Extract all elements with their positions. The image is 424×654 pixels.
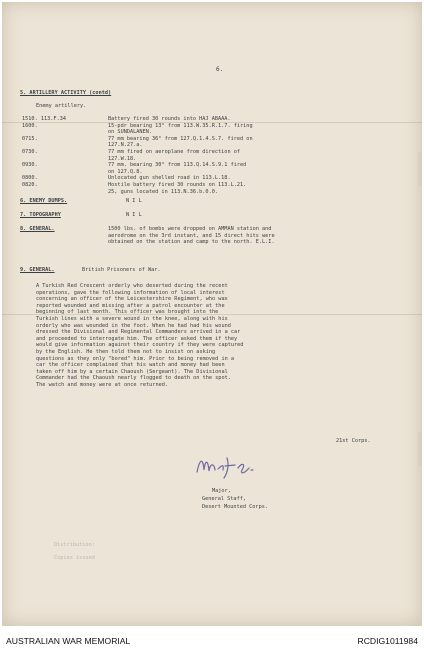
general-9-paragraph-line: A Turkish Red Crescent orderly who deserted during the recent bbox=[36, 283, 228, 289]
section-enemy-dumps-heading: 6. ENEMY DUMPS. bbox=[20, 198, 68, 204]
general-9-paragraph-line: reported wounded and missing after a patrol encounter at the bbox=[36, 302, 225, 309]
document-page bbox=[2, 2, 422, 626]
corps-label: 21st Corps. bbox=[336, 438, 371, 444]
topography-value: N I L bbox=[126, 212, 142, 218]
artillery-entry-time: 0730. bbox=[22, 149, 38, 155]
page-edge-tab bbox=[418, 432, 422, 466]
enemy-artillery-label: Enemy artillery. bbox=[36, 103, 87, 109]
footer-institution: AUSTRALIAN WAR MEMORIAL bbox=[6, 636, 131, 646]
general-8-line: obtained on the station and camp to the north. E.L.I. bbox=[108, 239, 275, 246]
signature-line: General Staff, bbox=[202, 496, 247, 502]
artillery-entry-text: 25, guns located in 113.N.36.b.0.0. bbox=[108, 188, 219, 195]
artillery-entry-text: 127.N.27.a. bbox=[108, 142, 143, 149]
artillery-entry-text: 127.W.18. bbox=[108, 155, 137, 162]
general-9-paragraph-line: questions as they only "bored" him. Prior to being removed in a bbox=[36, 355, 235, 362]
artillery-entry-text: Battery fired 30 rounds into HAJ ABAAA. bbox=[108, 116, 231, 122]
artillery-entry-text: on 127.Q.8. bbox=[108, 168, 143, 175]
artillery-entry-time: 0800. bbox=[22, 175, 38, 182]
artillery-entry-text: 15-pdr bearing 13° from 113.W.35.R.1.7. firing bbox=[108, 122, 253, 129]
enemy-dumps-value: N I L bbox=[126, 198, 142, 204]
page-number: 6. bbox=[216, 66, 224, 73]
general-9-paragraph-line: Commander had the Chaoush nearly flogged to death on the spot. bbox=[36, 375, 231, 382]
artillery-entry-text: 77 mm bearing 36° from 127.Q.1.4.S.7. fired on bbox=[108, 135, 253, 142]
general-9-paragraph-line: car the officer complained that his watch and money had been bbox=[36, 362, 225, 369]
footer-record-id: RCDIG1011984 bbox=[357, 636, 418, 646]
general-9-paragraph-line: concerning an officer of the Leicestershire Regiment, who was bbox=[36, 296, 228, 303]
general-9-paragraph-line: orderly who was wounded in the foot. When he had had his wound bbox=[36, 322, 231, 329]
general-9-paragraph-line: taken off him by a certain Chaoush (Sergeant). The Divisional bbox=[36, 368, 228, 375]
general-9-paragraph-line: dressed the Divisional and Regimental Commanders arrived in a car bbox=[36, 329, 241, 336]
artillery-entry-time: 0820. bbox=[22, 182, 38, 188]
general-8-line: 1500 lbs. of bombs were dropped on AMMAN station and bbox=[108, 226, 272, 232]
artillery-entry-time: 0930. bbox=[22, 162, 38, 169]
artillery-entry-time: 0715. bbox=[22, 135, 38, 142]
general-9-paragraph-line: operations, gave the following information of local interest bbox=[36, 289, 225, 296]
signature-line: Major, bbox=[212, 488, 231, 494]
faint-line: Distribution: bbox=[54, 542, 95, 548]
artillery-entry-text: Hostile battery fired 30 rounds on 113.L.21. bbox=[108, 182, 247, 188]
general-9-paragraph-line: and proceeded to interrogate him. The officer asked them if they bbox=[36, 335, 238, 342]
artillery-entry-text: on SUNDALANEN. bbox=[108, 129, 153, 136]
general-9-paragraph-line: would give information against their country if they were captured bbox=[36, 342, 244, 349]
artillery-entry-text: 77 mm fired on aeroplane from direction of bbox=[108, 149, 241, 155]
artillery-entry-text: Unlocated gun shelled road in 113.L.18. bbox=[108, 175, 231, 182]
signature-line: Desert Mounted Corps. bbox=[202, 504, 269, 510]
page-edge-tab bbox=[418, 152, 422, 186]
general-9-paragraph-line: by the English. He then told them not to insist on asking bbox=[36, 349, 216, 355]
artillery-entry-time: 1510. 113.F.34 bbox=[22, 116, 67, 122]
general-9-title: British Prisoners of War. bbox=[82, 267, 161, 273]
general-9-paragraph-line: Turkish lines with a severe wound in the knee, along with his bbox=[36, 316, 228, 322]
faint-line: Copies issued bbox=[54, 555, 95, 561]
archive-footer bbox=[0, 628, 424, 654]
general-8-line: aerodrome on the 3rd instant, and 15 direct hits were bbox=[108, 232, 275, 239]
section-general-9-heading: 9. GENERAL. bbox=[20, 267, 55, 273]
artillery-entry-text: 77 mm. bearing 30° from 113.Q.14.S.9.1 fired bbox=[108, 162, 247, 169]
section-artillery-heading: 5. ARTILLERY ACTIVITY (contd) bbox=[20, 90, 112, 96]
general-9-paragraph-line: The watch and money were at once returned. bbox=[36, 382, 169, 388]
section-topography-heading: 7. TOPOGRAPHY bbox=[20, 212, 61, 218]
general-9-paragraph-line: beginning of last month. This officer was brought into the bbox=[36, 309, 219, 316]
handwritten-signature bbox=[194, 450, 258, 484]
artillery-entry-time: 1600. bbox=[22, 122, 38, 129]
section-general-8-heading: 8. GENERAL. bbox=[20, 226, 55, 232]
